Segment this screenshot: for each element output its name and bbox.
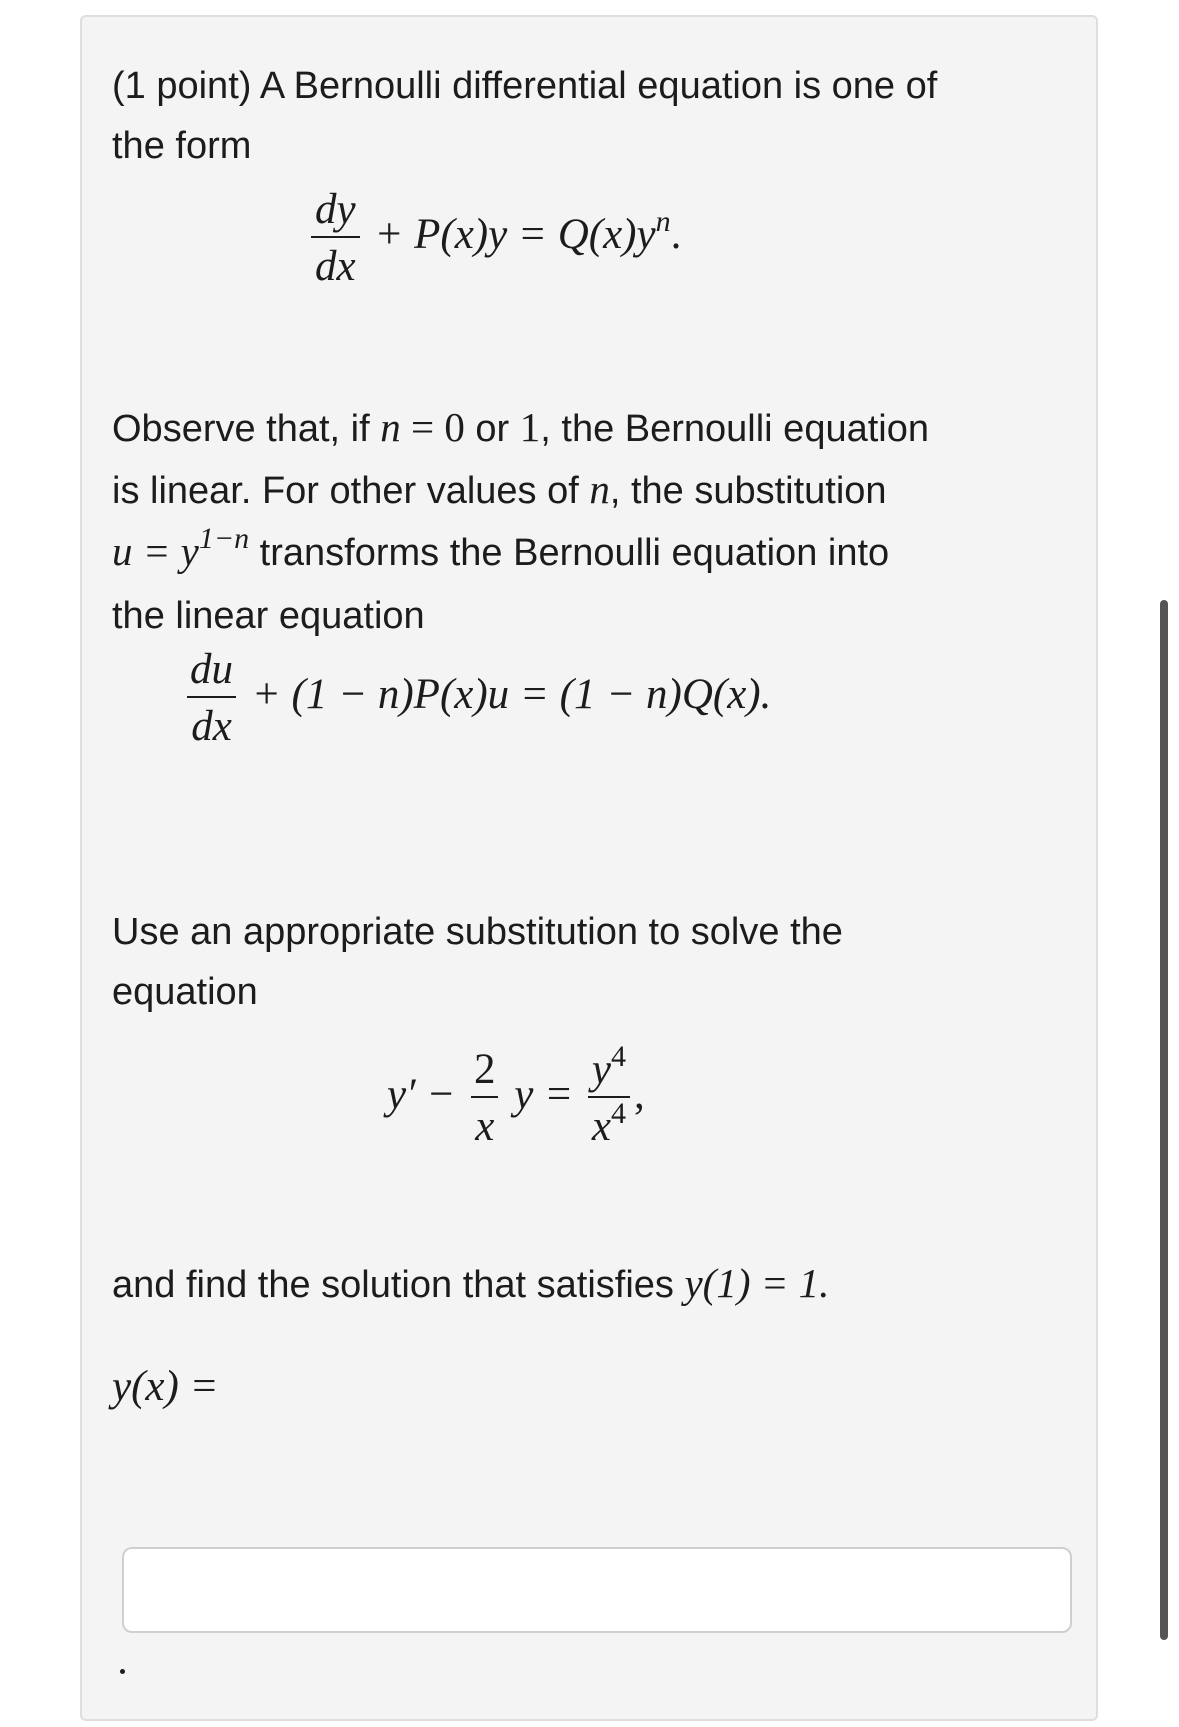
trailing-period (120, 1669, 125, 1674)
denominator-base: x (591, 1103, 611, 1151)
find-text-body: and find the solution that satisfies (112, 1264, 685, 1306)
observe-part2: , the Bernoulli equation (540, 408, 929, 450)
intro-text (112, 56, 1072, 176)
fraction-denominator: dx (311, 236, 360, 289)
math-exponent-1-minus-n: 1−n (198, 522, 250, 555)
observe-line4: the linear equation (112, 595, 425, 637)
du-dx-fraction (186, 647, 237, 749)
observe-line3: transforms the Bernoulli equation into (249, 532, 890, 574)
scrollbar[interactable] (1160, 600, 1168, 1640)
math-n-2: n (589, 466, 610, 512)
fraction-numerator (588, 1040, 630, 1096)
use-text (112, 902, 1072, 1022)
math-u-equals-y: u = y (112, 528, 199, 574)
initial-condition: y(1) = 1. (684, 1260, 830, 1306)
given-equation (387, 1040, 645, 1151)
denominator-exponent: 4 (610, 1097, 626, 1131)
given-end: , (633, 1071, 645, 1119)
linear-equation (182, 647, 771, 749)
bernoulli-equation (307, 187, 681, 289)
given-mid: y = (514, 1071, 574, 1119)
fraction-denominator: dx (187, 696, 236, 749)
observe-line2a: is linear. For other values of (112, 470, 590, 512)
find-text (112, 1253, 1072, 1315)
points-label: (1 point) (112, 65, 252, 107)
use-line2: equation (112, 971, 258, 1013)
exponent-n: n (655, 205, 671, 239)
two-over-x-fraction (470, 1047, 500, 1149)
given-lhs: y′ − (387, 1071, 456, 1119)
observe-text (112, 397, 1072, 646)
use-line1: Use an appropriate substitution to solve the (112, 911, 843, 953)
answer-label-text: y(x) = (112, 1363, 219, 1410)
problem-card (80, 15, 1098, 1721)
fraction-numerator: 2 (474, 1046, 496, 1093)
math-one: 1 (519, 404, 541, 450)
equation-rest: + P(x)y = Q(x)y (374, 211, 656, 259)
numerator-exponent: 4 (610, 1040, 626, 1073)
answer-input[interactable] (122, 1547, 1072, 1633)
answer-label (112, 1362, 219, 1411)
math-n: n (380, 404, 401, 450)
intro-line1: A Bernoulli differential equation is one of (259, 65, 938, 107)
fraction-denominator: x (471, 1096, 498, 1149)
fraction-numerator: du (190, 646, 233, 693)
observe-line2b: , the substitution (609, 470, 887, 512)
dy-dx-fraction (311, 187, 360, 289)
math-equals-zero: = 0 (400, 404, 465, 450)
equation-end: . (670, 211, 682, 259)
fraction-numerator: dy (315, 186, 356, 233)
observe-or: or (464, 408, 520, 450)
y4-over-x4-fraction (588, 1040, 630, 1151)
intro-line2: the form (112, 125, 252, 167)
numerator-base: y (591, 1046, 611, 1093)
linear-equation-rest: + (1 − n)P(x)u = (1 − n)Q(x). (251, 671, 772, 719)
fraction-denominator (588, 1096, 630, 1149)
observe-part1: Observe that, if (112, 408, 381, 450)
